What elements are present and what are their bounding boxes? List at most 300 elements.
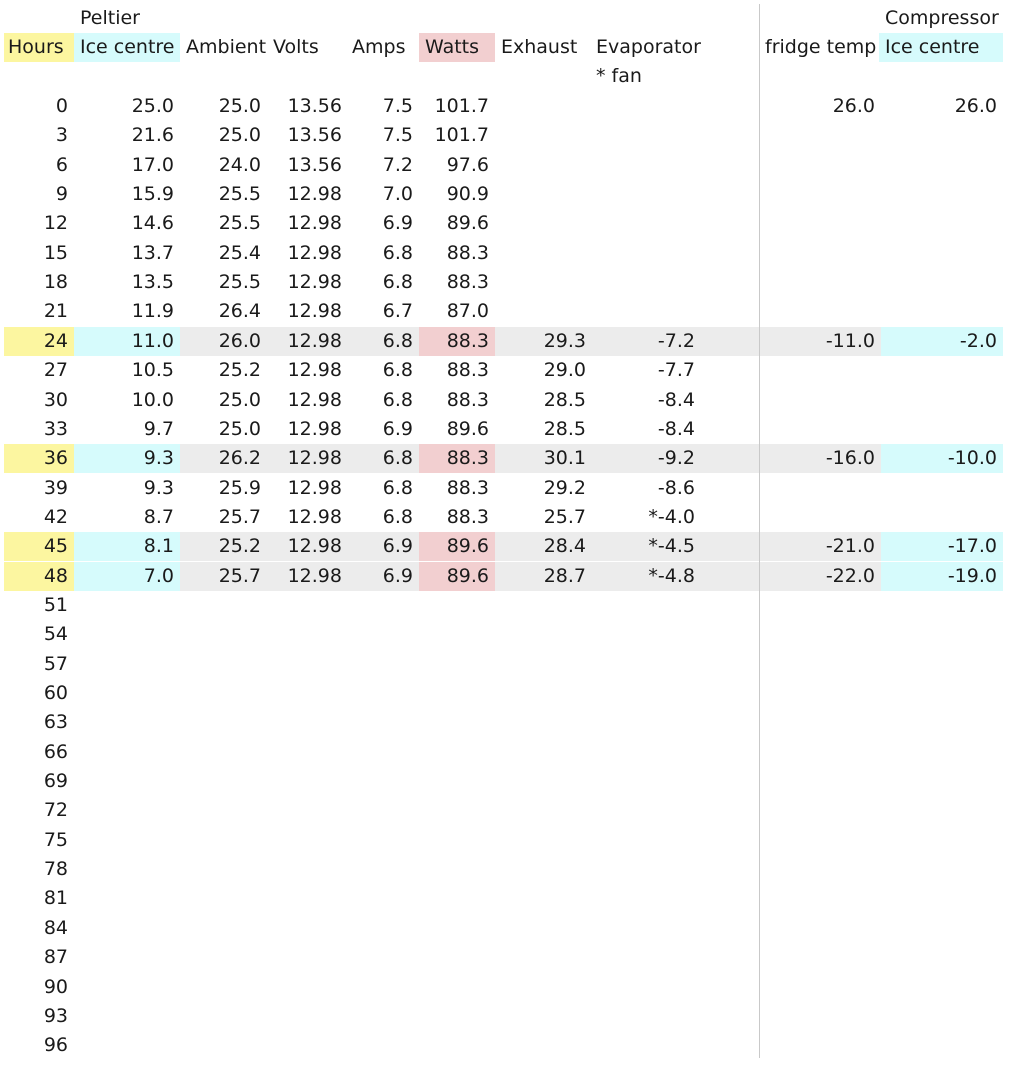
cell-ice: 11.0 bbox=[74, 327, 180, 356]
cell-exhaust bbox=[495, 620, 592, 649]
cell-ice: 10.5 bbox=[131, 359, 174, 381]
cell-ice bbox=[74, 738, 180, 767]
cell-fridge bbox=[759, 503, 881, 532]
cell-fridge bbox=[759, 239, 881, 268]
header-evaporator-note: * fan bbox=[596, 65, 642, 87]
cell-amps: 6.8 bbox=[382, 330, 413, 352]
cell-evap: -8.4 bbox=[657, 389, 695, 411]
cell-ambient: 24.0 bbox=[218, 154, 261, 176]
cell-volts: 12.98 bbox=[287, 535, 342, 557]
cell-evap bbox=[592, 297, 701, 326]
cell-watts bbox=[419, 914, 495, 943]
cell-hours: 48 bbox=[4, 562, 74, 591]
cell-fridge bbox=[759, 268, 881, 297]
cell-volts bbox=[267, 591, 348, 620]
cell-watts: 88.3 bbox=[419, 327, 495, 356]
cell-exhaust bbox=[495, 151, 592, 180]
cell-evap bbox=[592, 268, 701, 297]
cell-amps bbox=[348, 679, 419, 708]
cell-hours: 90 bbox=[43, 976, 68, 998]
cell-exhaust bbox=[495, 268, 592, 297]
cell-amps bbox=[348, 973, 419, 1002]
cell-amps: 6.8 bbox=[382, 477, 413, 499]
cell-volts: 12.98 bbox=[287, 300, 342, 322]
cell-amps bbox=[348, 884, 419, 913]
group-label-compressor: Compressor bbox=[885, 7, 999, 29]
cell-fridge bbox=[759, 474, 881, 503]
cell-hours: 54 bbox=[43, 623, 68, 645]
cell-ice bbox=[74, 826, 180, 855]
cell-evap bbox=[592, 973, 701, 1002]
cell-exhaust bbox=[495, 650, 592, 679]
cell-fridge bbox=[759, 1031, 881, 1060]
cell-hours: 3 bbox=[55, 124, 68, 146]
cell-ice: 9.3 bbox=[74, 444, 180, 473]
cell-comp-ice: -17.0 bbox=[881, 532, 1003, 561]
cell-ice bbox=[74, 620, 180, 649]
cell-hours: 0 bbox=[55, 95, 68, 117]
cell-exhaust bbox=[495, 796, 592, 825]
cell-ambient bbox=[180, 767, 267, 796]
cell-hours: 84 bbox=[43, 917, 68, 939]
cell-exhaust bbox=[495, 297, 592, 326]
cell-ambient: 26.4 bbox=[218, 300, 261, 322]
cell-fridge: -11.0 bbox=[825, 330, 875, 352]
cell-ice bbox=[74, 796, 180, 825]
cell-hours: 15 bbox=[43, 242, 68, 264]
cell-exhaust bbox=[495, 180, 592, 209]
cell-fridge: -16.0 bbox=[825, 447, 875, 469]
cell-ambient: 25.7 bbox=[218, 565, 261, 587]
cell-evap bbox=[592, 914, 701, 943]
cell-ice: 13.7 bbox=[131, 242, 174, 264]
cell-watts: 88.3 bbox=[419, 444, 495, 473]
cell-hours: 57 bbox=[43, 653, 68, 675]
cell-fridge bbox=[759, 738, 881, 767]
cell-watts: 87.0 bbox=[446, 300, 489, 322]
cell-hours: 75 bbox=[43, 829, 68, 851]
cell-ambient: 25.2 bbox=[218, 535, 261, 557]
cell-volts bbox=[267, 767, 348, 796]
cell-comp-ice bbox=[881, 297, 1003, 326]
cell-volts: 12.98 bbox=[287, 447, 342, 469]
cell-volts bbox=[267, 973, 348, 1002]
cell-evap bbox=[592, 708, 701, 737]
cell-comp-ice bbox=[881, 943, 1003, 972]
cell-fridge: -22.0 bbox=[825, 565, 875, 587]
cell-exhaust bbox=[495, 1002, 592, 1031]
cell-exhaust: 29.2 bbox=[543, 477, 586, 499]
cell-volts bbox=[267, 708, 348, 737]
cell-watts: 88.3 bbox=[446, 389, 489, 411]
cell-comp-ice bbox=[881, 620, 1003, 649]
cell-volts bbox=[267, 884, 348, 913]
cell-watts: 89.6 bbox=[446, 418, 489, 440]
cell-evap bbox=[592, 679, 701, 708]
cell-comp-ice bbox=[881, 1031, 1003, 1060]
cell-hours: 51 bbox=[43, 594, 68, 616]
cell-evap bbox=[592, 767, 701, 796]
cell-fridge bbox=[759, 855, 881, 884]
cell-ice bbox=[74, 884, 180, 913]
cell-hours: 9 bbox=[55, 183, 68, 205]
cell-amps: 6.9 bbox=[382, 418, 413, 440]
cell-fridge bbox=[759, 973, 881, 1002]
cell-amps: 6.8 bbox=[382, 506, 413, 528]
header-exhaust: Exhaust bbox=[501, 36, 578, 58]
cell-exhaust: 25.7 bbox=[543, 506, 586, 528]
cell-amps: 6.7 bbox=[382, 300, 413, 322]
cell-hours: 6 bbox=[55, 154, 68, 176]
cell-comp-ice bbox=[881, 914, 1003, 943]
cell-watts bbox=[419, 1002, 495, 1031]
cell-evap bbox=[592, 591, 701, 620]
cell-comp-ice bbox=[881, 239, 1003, 268]
cell-volts bbox=[267, 914, 348, 943]
cell-amps: 6.8 bbox=[382, 359, 413, 381]
cell-ambient bbox=[180, 943, 267, 972]
cell-hours: 39 bbox=[43, 477, 68, 499]
cell-ambient bbox=[180, 826, 267, 855]
cell-evap: -8.6 bbox=[657, 477, 695, 499]
cell-watts: 90.9 bbox=[446, 183, 489, 205]
cell-fridge bbox=[759, 826, 881, 855]
cell-ambient: 25.9 bbox=[218, 477, 261, 499]
cell-volts bbox=[267, 855, 348, 884]
cell-fridge bbox=[759, 914, 881, 943]
group-label-peltier: Peltier bbox=[80, 7, 140, 29]
cell-ambient bbox=[180, 650, 267, 679]
cell-watts: 89.6 bbox=[419, 562, 495, 591]
cell-fridge bbox=[759, 121, 881, 150]
cell-hours: 21 bbox=[43, 300, 68, 322]
cell-evap bbox=[592, 121, 701, 150]
cell-ice: 13.5 bbox=[131, 271, 174, 293]
cell-evap bbox=[592, 1031, 701, 1060]
cell-comp-ice bbox=[881, 884, 1003, 913]
cell-evap bbox=[592, 1002, 701, 1031]
cell-volts bbox=[267, 679, 348, 708]
cell-exhaust bbox=[495, 679, 592, 708]
cell-fridge bbox=[759, 767, 881, 796]
cell-evap: -7.2 bbox=[657, 330, 695, 352]
cell-amps bbox=[348, 708, 419, 737]
cell-exhaust bbox=[495, 884, 592, 913]
cell-ambient: 25.5 bbox=[218, 183, 261, 205]
cell-ice: 25.0 bbox=[131, 95, 174, 117]
cell-hours: 24 bbox=[4, 327, 74, 356]
cell-hours: 18 bbox=[43, 271, 68, 293]
cell-ice bbox=[74, 943, 180, 972]
cell-amps bbox=[348, 1002, 419, 1031]
cell-exhaust bbox=[495, 1031, 592, 1060]
cell-ice: 9.7 bbox=[143, 418, 174, 440]
cell-evap bbox=[592, 884, 701, 913]
cell-comp-ice bbox=[881, 796, 1003, 825]
cell-volts bbox=[267, 943, 348, 972]
cell-exhaust: 29.0 bbox=[543, 359, 586, 381]
cell-exhaust: 28.4 bbox=[543, 535, 586, 557]
cell-exhaust bbox=[495, 855, 592, 884]
cell-comp-ice: -19.0 bbox=[881, 562, 1003, 591]
cell-comp-ice bbox=[881, 1002, 1003, 1031]
cell-volts bbox=[267, 1002, 348, 1031]
header-watts: Watts bbox=[419, 33, 495, 62]
cell-ambient bbox=[180, 796, 267, 825]
cell-exhaust bbox=[495, 973, 592, 1002]
cell-volts: 12.98 bbox=[287, 271, 342, 293]
cell-amps: 6.8 bbox=[382, 242, 413, 264]
cell-exhaust: 30.1 bbox=[543, 447, 586, 469]
cell-comp-ice bbox=[881, 268, 1003, 297]
cell-fridge bbox=[759, 297, 881, 326]
cell-exhaust bbox=[495, 767, 592, 796]
cell-amps: 6.9 bbox=[382, 565, 413, 587]
cell-ice bbox=[74, 591, 180, 620]
cell-fridge: 26.0 bbox=[832, 95, 875, 117]
header-ambient: Ambient bbox=[186, 36, 267, 58]
cell-ice bbox=[74, 1031, 180, 1060]
cell-hours: 72 bbox=[43, 799, 68, 821]
cell-fridge bbox=[759, 1002, 881, 1031]
cell-amps bbox=[348, 826, 419, 855]
cell-evap: -7.7 bbox=[657, 359, 695, 381]
cell-ambient: 25.7 bbox=[218, 506, 261, 528]
cell-ambient bbox=[180, 679, 267, 708]
cell-comp-ice bbox=[881, 650, 1003, 679]
cell-watts: 88.3 bbox=[446, 242, 489, 264]
cell-comp-ice bbox=[881, 121, 1003, 150]
cell-watts bbox=[419, 796, 495, 825]
cell-watts: 88.3 bbox=[446, 506, 489, 528]
cell-hours: 42 bbox=[43, 506, 68, 528]
cell-ice bbox=[74, 1002, 180, 1031]
cell-watts bbox=[419, 884, 495, 913]
cell-ice bbox=[74, 708, 180, 737]
cell-evap bbox=[592, 209, 701, 238]
cell-watts: 88.3 bbox=[446, 359, 489, 381]
cell-evap: *-4.5 bbox=[648, 535, 695, 557]
cell-exhaust bbox=[495, 914, 592, 943]
cell-amps: 6.8 bbox=[382, 389, 413, 411]
cell-ambient: 25.5 bbox=[218, 271, 261, 293]
cell-volts: 12.98 bbox=[287, 212, 342, 234]
cell-ambient bbox=[180, 620, 267, 649]
cell-ambient: 25.0 bbox=[218, 389, 261, 411]
cell-volts: 12.98 bbox=[287, 389, 342, 411]
cell-volts: 12.98 bbox=[287, 418, 342, 440]
cell-exhaust bbox=[495, 121, 592, 150]
cell-evap bbox=[592, 738, 701, 767]
cell-amps bbox=[348, 796, 419, 825]
cell-amps bbox=[348, 914, 419, 943]
cell-fridge bbox=[759, 180, 881, 209]
cell-watts: 88.3 bbox=[446, 271, 489, 293]
cell-comp-ice bbox=[881, 855, 1003, 884]
cell-watts bbox=[419, 591, 495, 620]
cell-ambient: 25.5 bbox=[218, 212, 261, 234]
cell-evap: *-4.8 bbox=[648, 565, 695, 587]
column-divider bbox=[759, 4, 760, 1058]
cell-fridge bbox=[759, 943, 881, 972]
cell-watts: 97.6 bbox=[446, 154, 489, 176]
cell-ambient bbox=[180, 591, 267, 620]
cell-hours: 63 bbox=[43, 711, 68, 733]
cell-volts bbox=[267, 826, 348, 855]
header-evaporator: Evaporator bbox=[596, 36, 701, 58]
cell-evap bbox=[592, 855, 701, 884]
cell-exhaust bbox=[495, 591, 592, 620]
cell-comp-ice bbox=[881, 591, 1003, 620]
cell-hours: 30 bbox=[43, 389, 68, 411]
cell-volts: 12.98 bbox=[287, 183, 342, 205]
cell-hours: 96 bbox=[43, 1034, 68, 1056]
cell-evap bbox=[592, 650, 701, 679]
cell-hours: 87 bbox=[43, 946, 68, 968]
cell-fridge bbox=[759, 708, 881, 737]
cell-watts bbox=[419, 943, 495, 972]
cell-comp-ice bbox=[881, 386, 1003, 415]
cell-ambient bbox=[180, 738, 267, 767]
cell-ice bbox=[74, 973, 180, 1002]
cell-fridge bbox=[759, 356, 881, 385]
cell-fridge bbox=[759, 591, 881, 620]
cell-amps bbox=[348, 591, 419, 620]
cell-ambient: 25.2 bbox=[218, 359, 261, 381]
cell-hours: 45 bbox=[4, 532, 74, 561]
cell-comp-ice bbox=[881, 503, 1003, 532]
cell-amps: 7.5 bbox=[382, 95, 413, 117]
cell-evap bbox=[592, 92, 701, 121]
cell-hours: 66 bbox=[43, 741, 68, 763]
cell-fridge bbox=[759, 386, 881, 415]
cell-volts bbox=[267, 738, 348, 767]
cell-evap bbox=[592, 826, 701, 855]
cell-comp-ice bbox=[881, 679, 1003, 708]
cell-fridge bbox=[759, 679, 881, 708]
cell-evap bbox=[592, 151, 701, 180]
cell-watts bbox=[419, 826, 495, 855]
cell-fridge bbox=[759, 796, 881, 825]
cell-watts bbox=[419, 679, 495, 708]
cell-ambient bbox=[180, 884, 267, 913]
cell-exhaust bbox=[495, 738, 592, 767]
cell-comp-ice bbox=[881, 708, 1003, 737]
cell-comp-ice bbox=[881, 826, 1003, 855]
cell-amps: 7.2 bbox=[382, 154, 413, 176]
header-amps: Amps bbox=[352, 36, 406, 58]
cell-watts bbox=[419, 1031, 495, 1060]
header-hours: Hours bbox=[4, 33, 74, 62]
cell-comp-ice: -2.0 bbox=[881, 327, 1003, 356]
cell-amps: 6.9 bbox=[382, 535, 413, 557]
cell-watts bbox=[419, 973, 495, 1002]
cell-watts: 101.7 bbox=[434, 95, 489, 117]
cell-ambient: 25.4 bbox=[218, 242, 261, 264]
cell-ambient: 25.0 bbox=[218, 95, 261, 117]
cell-comp-ice bbox=[881, 474, 1003, 503]
cell-amps bbox=[348, 620, 419, 649]
cell-comp-ice bbox=[881, 738, 1003, 767]
cell-ice: 21.6 bbox=[131, 124, 174, 146]
cell-hours: 36 bbox=[4, 444, 74, 473]
cell-volts bbox=[267, 796, 348, 825]
cell-volts: 12.98 bbox=[287, 565, 342, 587]
header-volts: Volts bbox=[273, 36, 319, 58]
cell-exhaust bbox=[495, 826, 592, 855]
cell-comp-ice: 26.0 bbox=[954, 95, 997, 117]
cell-comp-ice bbox=[881, 767, 1003, 796]
cell-ambient: 25.0 bbox=[218, 418, 261, 440]
cell-watts: 88.3 bbox=[446, 477, 489, 499]
cell-ice: 15.9 bbox=[131, 183, 174, 205]
cell-hours: 93 bbox=[43, 1005, 68, 1027]
cell-evap bbox=[592, 239, 701, 268]
cell-exhaust bbox=[495, 943, 592, 972]
cell-comp-ice bbox=[881, 356, 1003, 385]
cell-volts: 12.98 bbox=[287, 477, 342, 499]
cell-exhaust: 28.5 bbox=[543, 418, 586, 440]
cell-amps bbox=[348, 738, 419, 767]
cell-ambient bbox=[180, 973, 267, 1002]
cell-amps: 6.8 bbox=[382, 271, 413, 293]
cell-comp-ice bbox=[881, 415, 1003, 444]
cell-amps: 7.5 bbox=[382, 124, 413, 146]
cell-fridge bbox=[759, 209, 881, 238]
cell-ambient bbox=[180, 1031, 267, 1060]
cell-ice: 8.1 bbox=[74, 532, 180, 561]
header-fridge-temp: fridge temp bbox=[765, 36, 877, 58]
cell-comp-ice bbox=[881, 151, 1003, 180]
cell-volts bbox=[267, 650, 348, 679]
cell-fridge bbox=[759, 650, 881, 679]
cell-hours: 33 bbox=[43, 418, 68, 440]
cell-watts bbox=[419, 767, 495, 796]
cell-volts: 12.98 bbox=[287, 359, 342, 381]
cell-ambient bbox=[180, 914, 267, 943]
cell-evap bbox=[592, 796, 701, 825]
cell-evap: -8.4 bbox=[657, 418, 695, 440]
cell-ice: 8.7 bbox=[143, 506, 174, 528]
cell-comp-ice bbox=[881, 209, 1003, 238]
cell-evap bbox=[592, 180, 701, 209]
cell-ice: 10.0 bbox=[131, 389, 174, 411]
cell-watts bbox=[419, 650, 495, 679]
cell-watts: 101.7 bbox=[434, 124, 489, 146]
cell-comp-ice: -10.0 bbox=[881, 444, 1003, 473]
cell-ice: 11.9 bbox=[131, 300, 174, 322]
cell-hours: 27 bbox=[43, 359, 68, 381]
cell-exhaust: 28.7 bbox=[543, 565, 586, 587]
header-peltier-ice-centre: Ice centre bbox=[74, 33, 180, 62]
cell-amps: 6.8 bbox=[382, 447, 413, 469]
cell-exhaust bbox=[495, 708, 592, 737]
cell-ice: 14.6 bbox=[131, 212, 174, 234]
cell-watts bbox=[419, 620, 495, 649]
cell-exhaust: 29.3 bbox=[543, 330, 586, 352]
cell-comp-ice bbox=[881, 180, 1003, 209]
cell-exhaust bbox=[495, 239, 592, 268]
cell-amps bbox=[348, 943, 419, 972]
cell-evap bbox=[592, 943, 701, 972]
header-compressor-ice-centre: Ice centre bbox=[879, 33, 1003, 62]
cell-watts bbox=[419, 708, 495, 737]
cell-ambient bbox=[180, 1002, 267, 1031]
cell-volts: 13.56 bbox=[287, 95, 342, 117]
cell-watts: 89.6 bbox=[419, 532, 495, 561]
cell-fridge bbox=[759, 620, 881, 649]
cell-evap bbox=[592, 620, 701, 649]
